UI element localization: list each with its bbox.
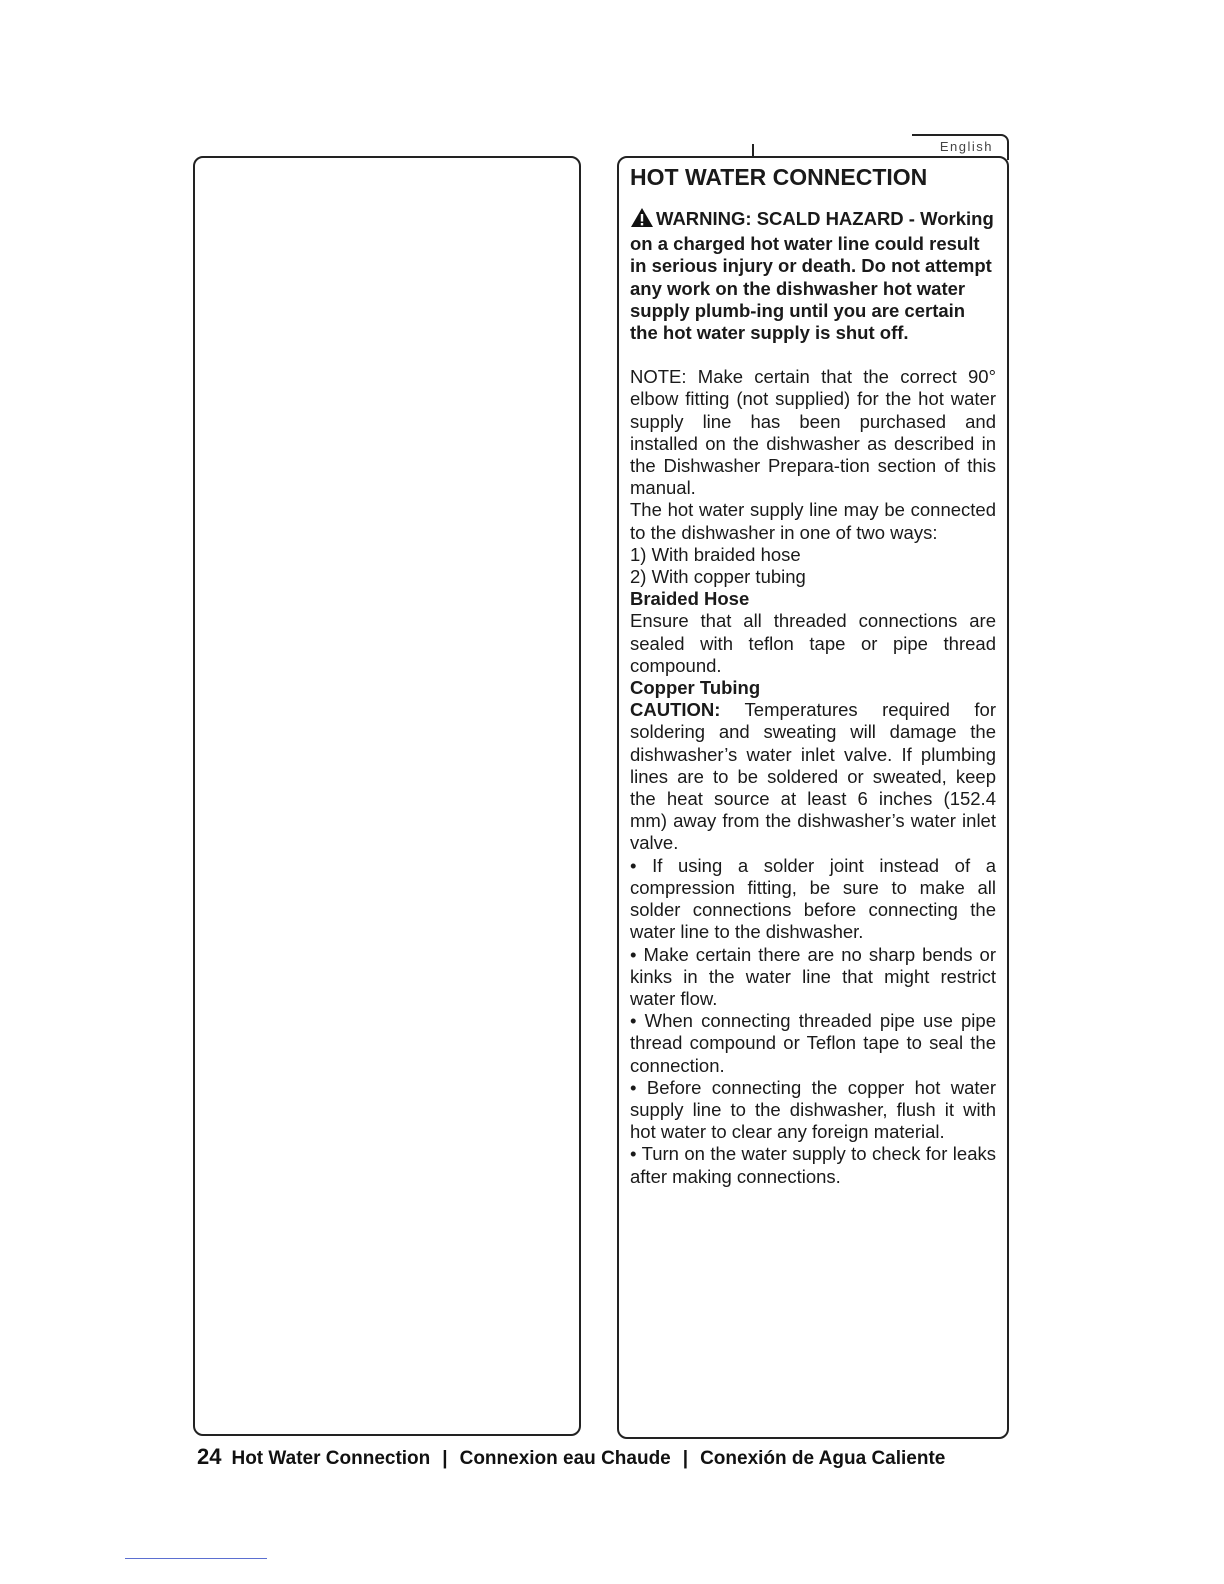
warning-triangle-icon — [630, 207, 654, 233]
footer-title-es: Conexión de Agua Caliente — [700, 1448, 946, 1469]
divider-tick — [752, 144, 754, 156]
section-content — [630, 163, 996, 1188]
way-braided: 1) With braided hose — [630, 543, 801, 565]
page-footer — [197, 1444, 945, 1470]
copper-tubing-heading: Copper Tubing — [630, 677, 761, 699]
page-number: 24 — [197, 1444, 222, 1469]
caution-text: Temperatures required for soldering and sweating will damage the dishwasher’s water inlet valve. If plumbing lines are to be soldered or sweated, keep the heat source at least 6 inches (152.4 mm) away from the dishwasher’s water inlet valve. — [630, 699, 996, 854]
left-panel — [193, 156, 581, 1436]
footer-separator: | — [442, 1448, 448, 1469]
braided-hose-heading: Braided Hose — [630, 588, 750, 610]
way-copper: 2) With copper tubing — [630, 566, 806, 588]
warning-text: WARNING: SCALD HAZARD - Working on a charged hot water line could result in serious injury or death. Do not attempt any work on the dishwasher hot water supply plumb-ing until you are certain the hot water supply is shut off. — [630, 208, 994, 344]
caution-block — [630, 699, 996, 854]
bullet-solder-joint: • If using a solder joint instead of a compression fitting, be sure to make all solder connections before connecting the water line to the dishwasher. — [630, 854, 996, 943]
ways-intro: The hot water supply line may be connected to the dishwasher in one of two ways: — [630, 499, 996, 543]
warning-block — [630, 207, 996, 344]
bottom-rule — [125, 1558, 267, 1559]
bullet-check-leaks: • Turn on the water supply to check for leaks after making connections. — [630, 1143, 996, 1187]
footer-separator: | — [682, 1448, 689, 1469]
footer-title-en: Hot Water Connection — [231, 1448, 431, 1469]
bullet-sharp-bends: • Make certain there are no sharp bends or kinks in the water line that might restrict water flow. — [630, 943, 996, 1009]
section-title: HOT WATER CONNECTION — [630, 164, 928, 190]
bullet-threaded-pipe: • When connecting threaded pipe use pipe thread compound or Teflon tape to seal the connection. — [630, 1010, 996, 1076]
caution-label: CAUTION: — [630, 699, 721, 721]
footer-title-fr: Connexion eau Chaude — [459, 1448, 671, 1469]
bullet-flush-line: • Before connecting the copper hot water supply line to the dishwasher, flush it with hot water to clear any foreign material. — [630, 1076, 996, 1143]
language-tab: English — [912, 134, 1009, 160]
braided-hose-text: Ensure that all threaded connections are sealed with teflon tape or pipe thread compound. — [630, 610, 996, 676]
note-text: NOTE: Make certain that the correct 90° elbow fitting (not supplied) for the hot water supply line has been purchased and installed on the dishwasher as described in the Dishwasher Prepara-tion section of this manual. — [630, 366, 996, 499]
